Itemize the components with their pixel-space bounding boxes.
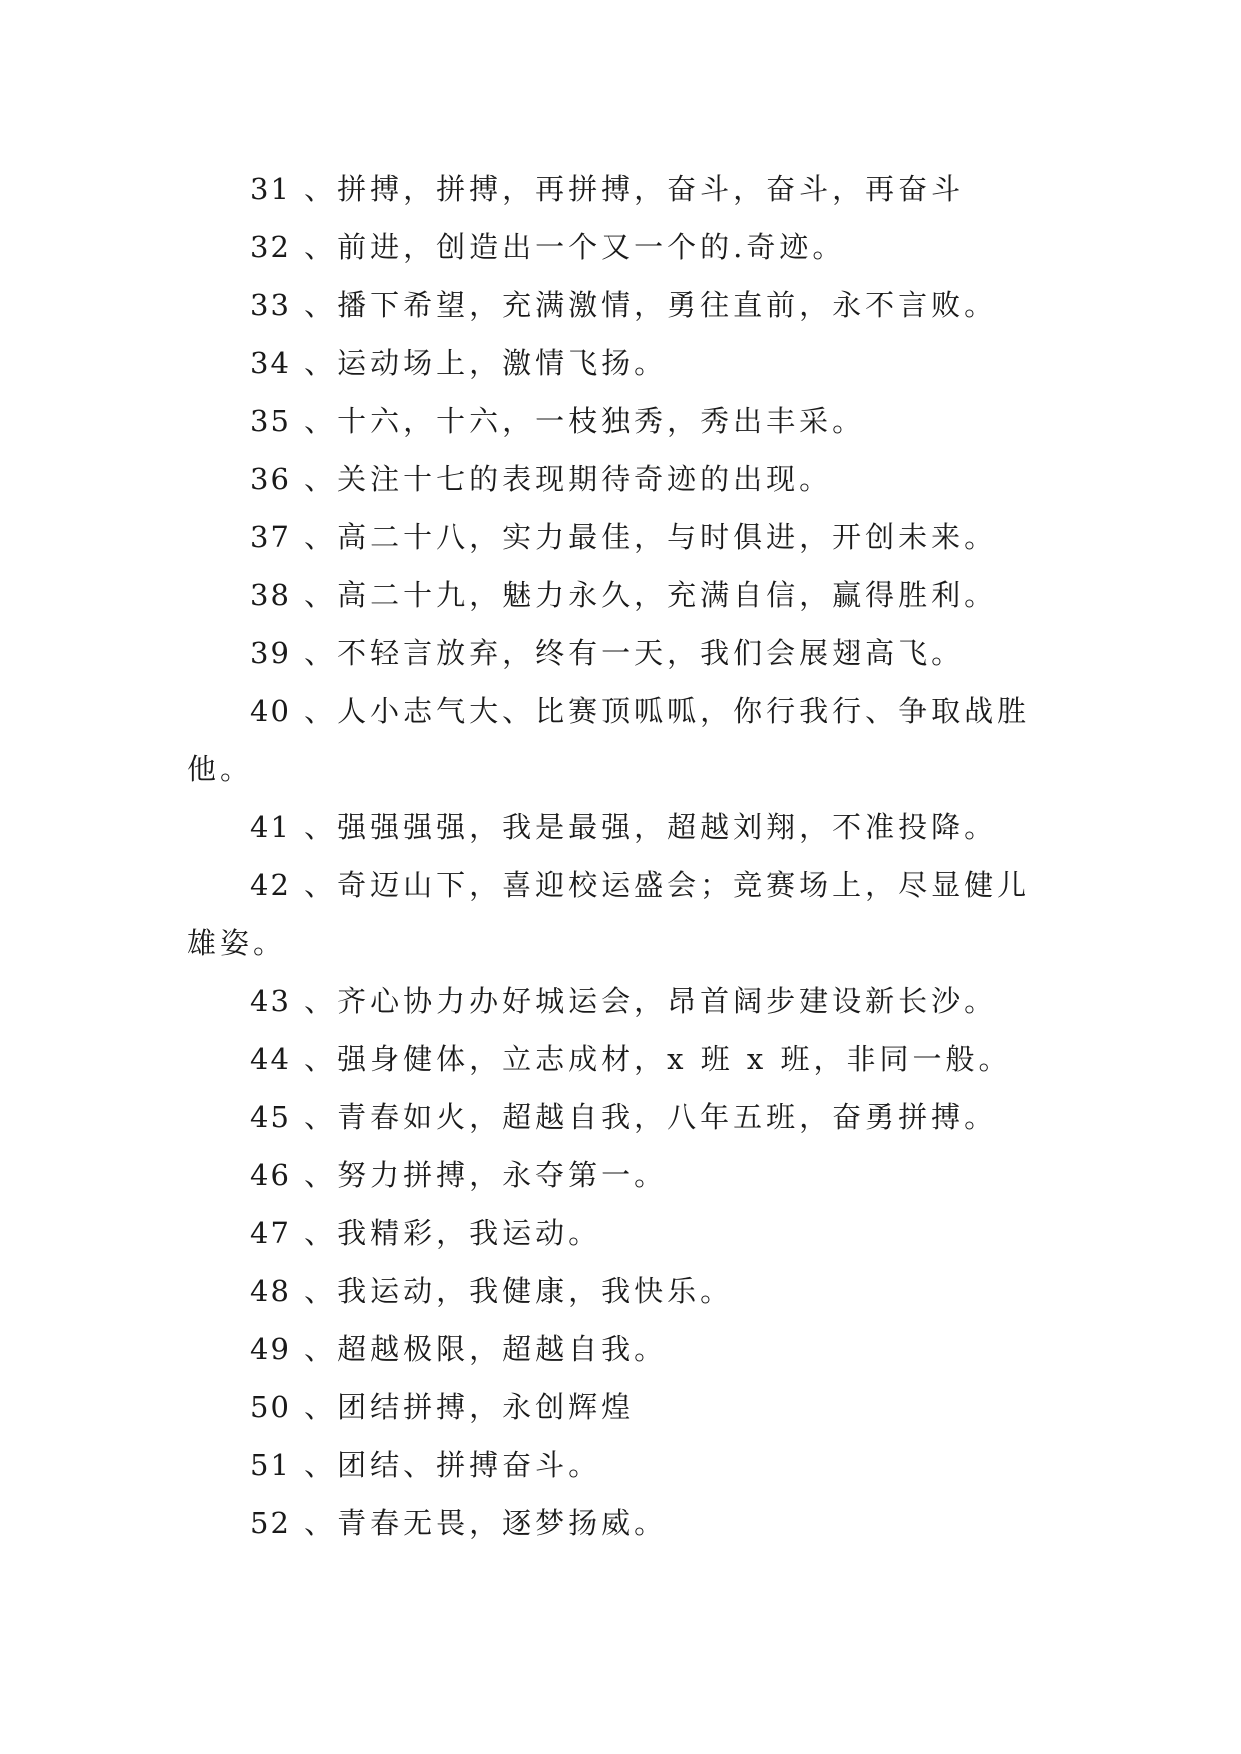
item-text: 、运动场上，激情飞扬。 — [290, 346, 668, 380]
list-item — [187, 798, 1057, 856]
item-text: 、人小志气大、比赛顶呱呱，你行我行、争取战胜他。 — [187, 694, 1031, 786]
item-text: 、强强强强，我是最强，超越刘翔，不准投降。 — [290, 810, 998, 844]
item-text: 、团结、拼搏奋斗。 — [290, 1448, 602, 1482]
list-item — [187, 450, 1057, 508]
list-item — [187, 508, 1057, 566]
item-number: 39 — [250, 636, 291, 670]
list-item — [187, 218, 1057, 276]
item-text: 、我精彩，我运动。 — [290, 1216, 602, 1250]
list-item — [187, 1320, 1057, 1378]
item-text: 、高二十八，实力最佳，与时俱进，开创未来。 — [290, 520, 998, 554]
list-item — [187, 624, 1057, 682]
item-text: 、超越极限，超越自我。 — [290, 1332, 668, 1366]
item-number: 34 — [250, 346, 291, 380]
item-number: 41 — [250, 810, 291, 844]
item-text: 、前进，创造出一个又一个的.奇迹。 — [290, 230, 846, 264]
item-text: 、青春无畏，逐梦扬威。 — [290, 1506, 668, 1540]
item-text: 、青春如火，超越自我，八年五班，奋勇拼搏。 — [290, 1100, 998, 1134]
item-number: 33 — [250, 288, 291, 322]
list-item — [187, 276, 1057, 334]
item-number: 47 — [250, 1216, 291, 1250]
item-number: 52 — [250, 1506, 291, 1540]
list-item — [187, 1436, 1057, 1494]
item-text: 、关注十七的表现期待奇迹的出现。 — [290, 462, 833, 496]
item-text: 、努力拼搏，永夺第一。 — [290, 1158, 668, 1192]
item-number: 51 — [250, 1448, 291, 1482]
list-item — [187, 1204, 1057, 1262]
item-text: 、强身健体，立志成材，x 班 x 班，非同一般。 — [290, 1042, 1012, 1076]
item-text: 、高二十九，魅力永久，充满自信，赢得胜利。 — [290, 578, 998, 612]
list-item — [187, 1088, 1057, 1146]
list-item — [187, 334, 1057, 392]
item-number: 43 — [250, 984, 291, 1018]
item-number: 42 — [250, 868, 291, 902]
item-number: 35 — [250, 404, 291, 438]
item-number: 32 — [250, 230, 291, 264]
list-item — [187, 1494, 1057, 1552]
list-item — [187, 1262, 1057, 1320]
item-text: 、十六，十六，一枝独秀，秀出丰采。 — [290, 404, 866, 438]
item-text: 、齐心协力办好城运会，昂首阔步建设新长沙。 — [290, 984, 998, 1018]
item-text: 、拼搏，拼搏，再拼搏，奋斗，奋斗，再奋斗 — [290, 172, 965, 206]
item-text: 、奇迈山下，喜迎校运盛会；竞赛场上，尽显健儿雄姿。 — [187, 868, 1031, 960]
item-number: 46 — [250, 1158, 291, 1192]
item-number: 44 — [250, 1042, 291, 1076]
list-item — [187, 566, 1057, 624]
list-item — [187, 160, 1057, 218]
list-item — [187, 972, 1057, 1030]
item-number: 37 — [250, 520, 291, 554]
item-number: 40 — [250, 694, 291, 728]
item-number: 45 — [250, 1100, 291, 1134]
list-item — [187, 392, 1057, 450]
item-number: 49 — [250, 1332, 291, 1366]
slogan-list — [187, 160, 1057, 1552]
item-number: 38 — [250, 578, 291, 612]
list-item — [187, 682, 1057, 798]
list-item — [187, 1146, 1057, 1204]
item-number: 50 — [250, 1390, 291, 1424]
list-item — [187, 856, 1057, 972]
item-number: 31 — [250, 172, 291, 206]
item-number: 36 — [250, 462, 291, 496]
list-item — [187, 1378, 1057, 1436]
item-text: 、播下希望，充满激情，勇往直前，永不言败。 — [290, 288, 998, 322]
item-text: 、我运动，我健康，我快乐。 — [290, 1274, 734, 1308]
item-text: 、团结拼搏，永创辉煌 — [290, 1390, 635, 1424]
list-item — [187, 1030, 1057, 1088]
item-text: 、不轻言放弃，终有一天，我们会展翅高飞。 — [290, 636, 965, 670]
item-number: 48 — [250, 1274, 291, 1308]
